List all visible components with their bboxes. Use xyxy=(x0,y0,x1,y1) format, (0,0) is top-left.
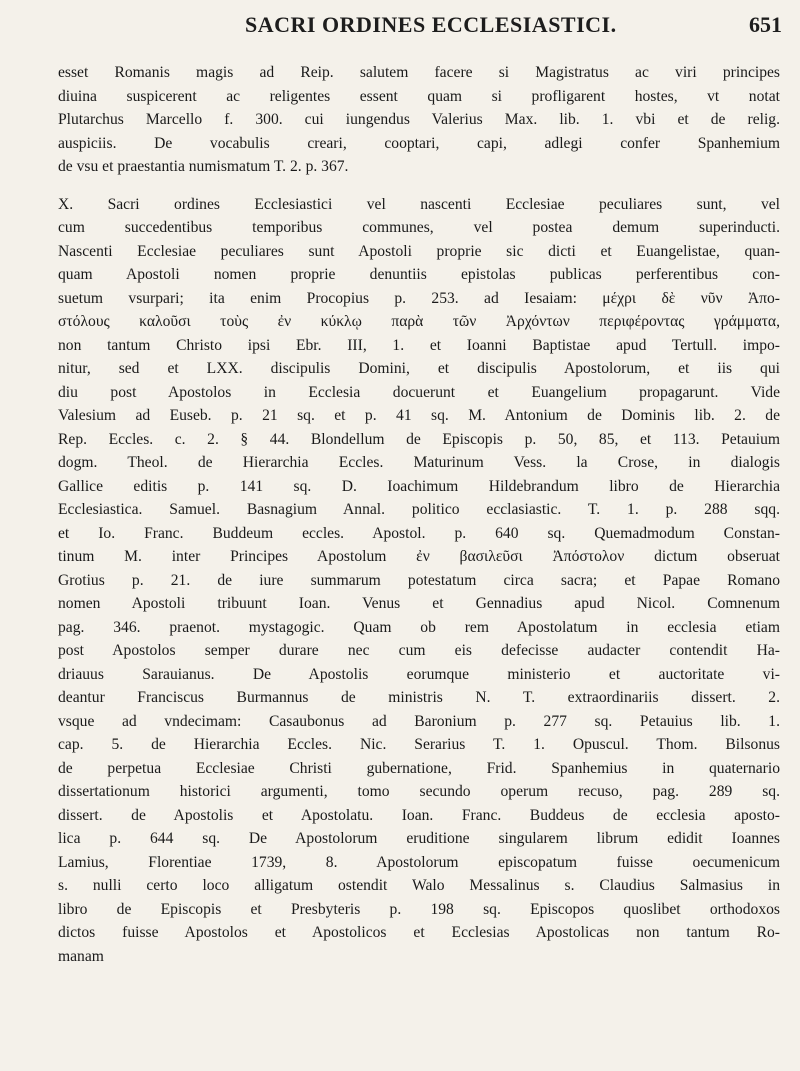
text-line: dictos fuisse Apostolos et Apostolicos et Ecclesias Apostolicas non tantum Ro- xyxy=(58,924,780,941)
text-line: post Apostolos semper durare nec cum eis defecisse audacter contendit Ha- xyxy=(58,642,780,659)
text-line: Lamius, Florentiae 1739, 8. Apostolorum episcopatum fuisse oecumenicum xyxy=(58,853,780,871)
text-line: nitur, sed et LXX. discipulis Domini, et discipulis Apostolorum, et iis qui xyxy=(58,360,780,377)
text-line: X. Sacri ordines Ecclesiastici vel nascenti Ecclesiae peculiares sunt, vel xyxy=(58,195,780,213)
text-line: esset Romanis magis ad Reip. salutem facere si Magistratus ac viri principes xyxy=(58,64,780,81)
text-line: Rep. Eccles. c. 2. § 44. Blondellum de Episcopis p. 50, 85, et 113. Petauium xyxy=(58,430,780,448)
text-line: cum succedentibus temporibus communes, vel postea demum superinducti. xyxy=(58,219,780,236)
paragraph xyxy=(58,61,780,179)
text-line: Grotius p. 21. de iure summarum potestatum circa sacra; et Papae Romano xyxy=(58,571,780,589)
text-line: dissert. de Apostolis et Apostolatu. Ioan. Franc. Buddeus de ecclesia aposto- xyxy=(58,806,780,824)
text-line: tinum M. inter Principes Apostolum ἐν βασιλεῦσι Ἀπόστολον dictum obseruat xyxy=(58,548,780,565)
text-line: lica p. 644 sq. De Apostolorum eruditione singularem librum edidit Ioannes xyxy=(58,830,780,847)
text-line: auspiciis. De vocabulis creari, cooptari, capi, adlegi confer Spanhemium xyxy=(58,134,780,152)
text-line: Gallice editis p. 141 sq. D. Ioachimum Hildebrandum libro de Hierarchia xyxy=(58,477,780,495)
text-line: Valesium ad Euseb. p. 21 sq. et p. 41 sq. M. Antonium de Dominis lib. 2. de xyxy=(58,407,780,424)
running-head: SACRI ORDINES ECCLESIASTICI. xyxy=(245,12,617,37)
text-line: cap. 5. de Hierarchia Eccles. Nic. Serarius T. 1. Opuscul. Thom. Bilsonus xyxy=(58,736,780,753)
text-line: Nascenti Ecclesiae peculiares sunt Apostoli proprie sic dicti et Euangelistae, quan- xyxy=(58,242,780,260)
text-line: de vsu et praestantia numismatum T. 2. p. 367. xyxy=(58,158,349,175)
text-line: libro de Episcopis et Presbyteris p. 198 sq. Episcopos quoslibet orthodoxos xyxy=(58,900,780,918)
text-line: Ecclesiastica. Samuel. Basnagium Annal. politico ecclasiastic. T. 1. p. 288 sqq. xyxy=(58,501,780,518)
text-line: vsque ad vndecimam: Casaubonus ad Baronium p. 277 sq. Petauius lib. 1. xyxy=(58,712,780,730)
text-line: diuina suspicerent ac religentes essent quam si profligarent hostes, vt notat xyxy=(58,87,780,105)
text-line: Plutarchus Marcello f. 300. cui iungendus Valerius Max. lib. 1. vbi et de relig. xyxy=(58,111,780,128)
text-line: manam xyxy=(58,947,104,965)
page-number: 651 xyxy=(749,12,782,37)
text-line: non tantum Christo ipsi Ebr. III, 1. et Ioanni Baptistae apud Tertull. impo- xyxy=(58,336,780,354)
paragraph xyxy=(58,193,780,969)
text-line: dogm. Theol. de Hierarchia Eccles. Maturinum Vess. la Crose, in dialogis xyxy=(58,454,780,471)
text-line: driauus Sarauianus. De Apostolis eorumque ministerio et auctoritate vi- xyxy=(58,665,780,683)
paragraph-gap xyxy=(58,179,780,193)
body-text xyxy=(58,61,780,968)
text-line: diu post Apostolos in Ecclesia docuerunt et Euangelium propagarunt. Vide xyxy=(58,383,780,401)
text-line: pag. 346. praenot. mystagogic. Quam ob rem Apostolatum in ecclesia etiam xyxy=(58,618,780,636)
text-line: suetum vsurpari; ita enim Procopius p. 253. ad Iesaiam: μέχρι δὲ νῦν Ἀπο- xyxy=(58,289,780,307)
text-line: nomen Apostoli tribuunt Ioan. Venus et Gennadius apud Nicol. Comnenum xyxy=(58,595,780,612)
text-line: deantur Franciscus Burmannus de ministris N. T. extraordinariis dissert. 2. xyxy=(58,689,780,706)
text-line: στόλους καλοῦσι τοὺς ἐν κύκλῳ παρὰ τῶν Ἀρχόντων περιφέροντας γράμματα, xyxy=(58,313,780,330)
text-line: et Io. Franc. Buddeum eccles. Apostol. p. 640 sq. Quemadmodum Constan- xyxy=(58,524,780,542)
text-line: dissertationum historici argumenti, tomo secundo operum recuso, pag. 289 sq. xyxy=(58,783,780,800)
text-line: s. nulli certo loco alligatum ostendit Walo Messalinus s. Claudius Salmasius in xyxy=(58,877,780,894)
text-line: de perpetua Ecclesiae Christi gubernatione, Frid. Spanhemius in quaternario xyxy=(58,759,780,777)
text-line: quam Apostoli nomen proprie denuntiis epistolas publicas perferentibus con- xyxy=(58,266,780,283)
